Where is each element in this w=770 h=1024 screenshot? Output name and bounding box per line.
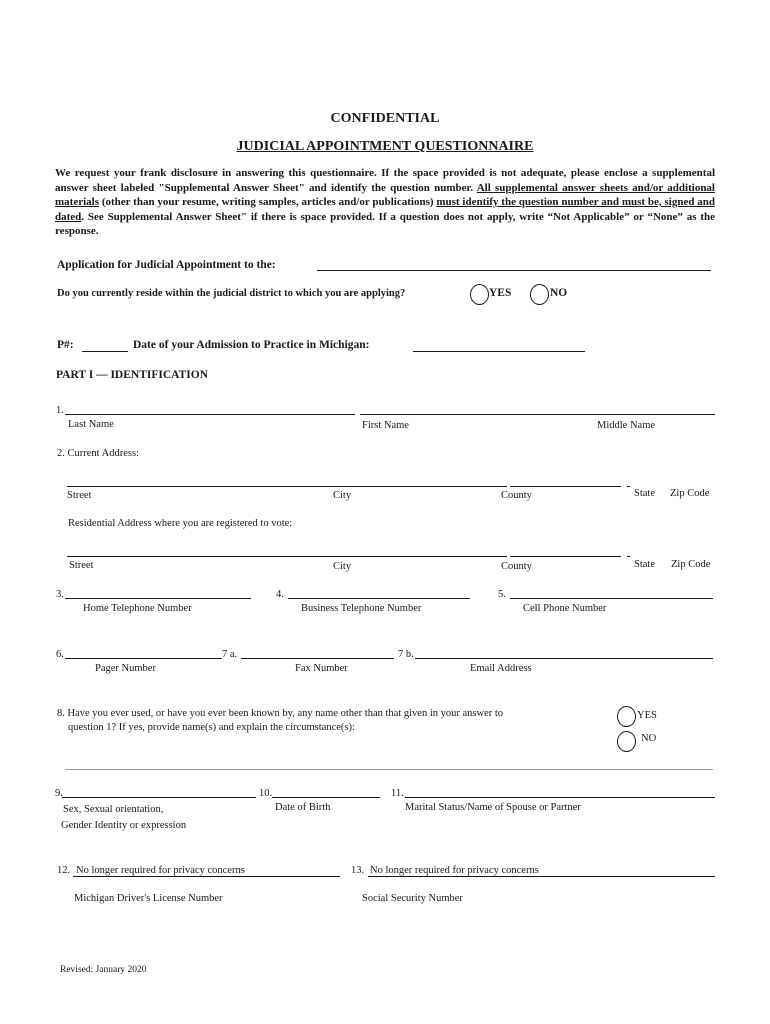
reside-no-label: NO — [550, 287, 568, 299]
business-phone-label: Business Telephone Number — [301, 603, 422, 614]
q9-number: 9. — [55, 788, 63, 799]
current-city-label: City — [333, 490, 352, 501]
home-phone-label: Home Telephone Number — [83, 603, 192, 614]
current-state-label: State — [634, 488, 655, 499]
current-county-field[interactable] — [510, 486, 621, 487]
current-address-label: 2. Current Address: — [57, 448, 139, 459]
part1-heading: PART I — IDENTIFICATION — [56, 369, 208, 381]
q12-number: 12. — [57, 865, 71, 876]
application-court-field[interactable] — [317, 270, 711, 271]
first-name-label: First Name — [362, 420, 409, 431]
business-phone-field[interactable] — [288, 598, 470, 599]
residential-street-label: Street — [69, 560, 94, 571]
drivers-license-label: Michigan Driver's License Number — [74, 893, 223, 904]
ssn-field[interactable] — [368, 876, 715, 877]
intro-text-5: . See Supplemental Answer Sheet" if there is space provided. If a question does not apply, write “Not Applicable” or “None” as the response. — [55, 210, 715, 237]
sex-orientation-label: Sex, Sexual orientation, — [63, 804, 164, 815]
email-label: Email Address — [470, 663, 532, 674]
intro-paragraph — [55, 166, 715, 239]
intro-text-4: must identify the question number and must be, signed and dated — [55, 196, 716, 223]
pager-label: Pager Number — [95, 663, 156, 674]
current-state-zip-field[interactable] — [627, 486, 630, 487]
q8-yes-radio[interactable] — [617, 706, 636, 727]
q13-number: 13. — [351, 865, 365, 876]
middle-name-label: Middle Name — [597, 420, 656, 431]
q7b-number: 7 b. — [398, 649, 414, 660]
last-name-label: Last Name — [68, 419, 114, 430]
q4-number: 4. — [276, 589, 284, 600]
p-number-field[interactable] — [82, 351, 128, 352]
ssn-value: No longer required for privacy concerns — [370, 865, 539, 876]
page-title: JUDICIAL APPOINTMENT QUESTIONNAIRE — [236, 139, 534, 154]
last-name-field[interactable] — [65, 414, 355, 415]
first-middle-name-field[interactable] — [360, 414, 715, 415]
gender-identity-label: Gender Identity or expression — [61, 820, 187, 831]
reside-yes-label: YES — [489, 287, 512, 299]
confidential-heading: CONFIDENTIAL — [330, 111, 440, 126]
marital-status-field[interactable] — [405, 797, 715, 798]
residential-zip-label: Zip Code — [671, 559, 711, 570]
q11-number: 11. — [391, 788, 404, 799]
q6-number: 6. — [56, 649, 64, 660]
pager-field[interactable] — [65, 658, 222, 659]
current-street-city-field[interactable] — [67, 486, 507, 487]
current-street-label: Street — [67, 490, 92, 501]
date-of-birth-field[interactable] — [272, 797, 380, 798]
intro-text-1: We request your frank disclosure in answering this questionnaire. If the space provided is not adequate, please enclose a supplemental answer sheet labeled "Supplemental Answer Sheet" and identify the question number. — [55, 167, 715, 194]
date-of-birth-label: Date of Birth — [275, 802, 331, 813]
marital-status-label: Marital Status/Name of Spouse or Partner — [405, 802, 581, 813]
q8-no-radio[interactable] — [617, 731, 636, 752]
application-label: Application for Judicial Appointment to the: — [57, 259, 276, 271]
drivers-license-field[interactable] — [73, 876, 340, 877]
current-county-label: County — [501, 490, 532, 501]
residential-state-zip-field[interactable] — [627, 556, 630, 557]
cell-phone-label: Cell Phone Number — [523, 603, 607, 614]
reside-question: Do you currently reside within the judicial district to which you are applying? — [57, 288, 406, 299]
p-number-label: P#: — [57, 339, 74, 351]
intro-text-2: All supplemental answer sheets and/or additional materials — [55, 181, 715, 208]
admission-date-label: Date of your Admission to Practice in Michigan: — [133, 339, 370, 351]
admission-date-field[interactable] — [413, 351, 585, 352]
residential-state-label: State — [634, 559, 655, 570]
q8-question-line2: question 1? If yes, provide name(s) and explain the circumstance(s): — [68, 722, 355, 733]
revised-date: Revised: January 2020 — [60, 965, 147, 975]
fax-label: Fax Number — [295, 663, 348, 674]
q8-answer-field[interactable] — [65, 769, 713, 770]
q3-number: 3. — [56, 589, 64, 600]
residential-address-label: Residential Address where you are registered to vote: — [68, 518, 293, 529]
residential-county-field[interactable] — [510, 556, 621, 557]
home-phone-field[interactable] — [65, 598, 251, 599]
q8-no-label: NO — [641, 733, 657, 744]
q7a-number: 7 a. — [222, 649, 238, 660]
q5-number: 5. — [498, 589, 506, 600]
residential-county-label: County — [501, 561, 532, 572]
q1-number: 1. — [56, 405, 64, 416]
current-zip-label: Zip Code — [670, 488, 710, 499]
residential-city-label: City — [333, 561, 352, 572]
drivers-license-value: No longer required for privacy concerns — [76, 865, 245, 876]
fax-field[interactable] — [241, 658, 394, 659]
q10-number: 10. — [259, 788, 273, 799]
ssn-label: Social Security Number — [362, 893, 463, 904]
email-field[interactable] — [415, 658, 713, 659]
sex-orientation-field[interactable] — [62, 797, 256, 798]
reside-no-radio[interactable] — [530, 284, 549, 305]
cell-phone-field[interactable] — [510, 598, 713, 599]
intro-text-3: (other than your resume, writing samples, articles and/or publications) — [101, 196, 434, 208]
reside-yes-radio[interactable] — [470, 284, 489, 305]
q8-question-line1: 8. Have you ever used, or have you ever been known by, any name other than that given in your answer to — [57, 708, 504, 719]
q8-yes-label: YES — [637, 710, 657, 721]
residential-street-city-field[interactable] — [67, 556, 507, 557]
